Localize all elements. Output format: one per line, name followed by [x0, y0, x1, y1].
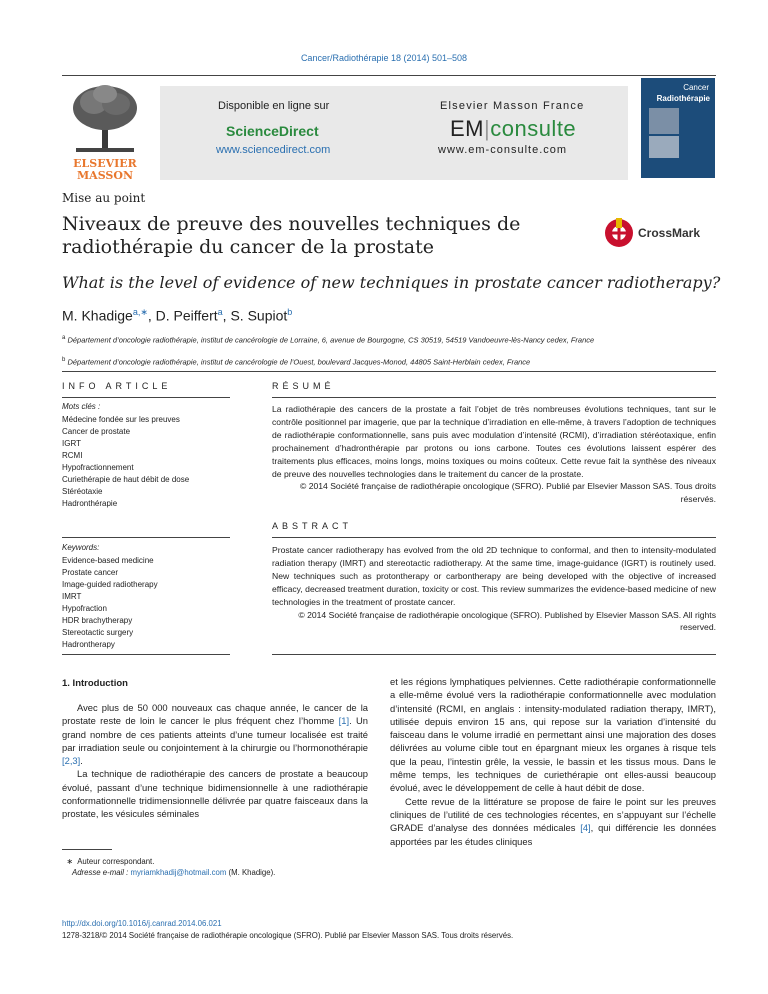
- keywords-fr-label: Mots clés :: [62, 402, 101, 411]
- keywords-fr-list: [62, 414, 189, 510]
- divider: [272, 397, 716, 398]
- keyword: Médecine fondée sur les preuves: [62, 415, 180, 424]
- body-column-left: [62, 701, 368, 821]
- em-brand-b: consulte: [490, 116, 577, 141]
- author-list: M. Khadige$^{a,∗}$, D. Peiffert$^a$, S. Supiot$^b$: [62, 307, 293, 324]
- keyword: Hypofractionnement: [62, 463, 134, 472]
- cover-image: [649, 136, 679, 158]
- citation-link[interactable]: [4]: [580, 822, 591, 834]
- keywords-en-list: [62, 555, 158, 651]
- keyword: Stereotactic surgery: [62, 628, 134, 637]
- keyword: Hadronthérapie: [62, 499, 118, 508]
- doi-link[interactable]: http://dx.doi.org/10.1016/j.canrad.2014.06.021: [62, 919, 222, 928]
- journal-reference[interactable]: Cancer/Radiothérapie 18 (2014) 501–508: [300, 53, 468, 63]
- author-sup[interactable]: b: [287, 307, 293, 317]
- divider: [62, 371, 716, 372]
- section-heading-introduction: 1. Introduction: [62, 678, 128, 689]
- keyword: Cancer de prostate: [62, 427, 131, 436]
- paragraph: Cette revue de la littérature se propose de faire le point sur les preuves cliniques de l’utilité de ces technologies récentes, en s’appuyant sur l’échelle GRADE d’analyse des données médicales [4], qui différencie les données apportées par les études cliniques: [390, 795, 717, 847]
- divider: [272, 537, 716, 538]
- keyword: Curiethérapie de haut débit de dose: [62, 475, 190, 484]
- resume-copyright: © 2014 Société française de radiothérapie oncologique (SFRO). Publié par Elsevier Masson SAS. Tous droits réservés.: [299, 481, 716, 505]
- em-brand-a: EM: [450, 116, 484, 141]
- sciencedirect-link[interactable]: www.sciencedirect.com: [216, 144, 331, 156]
- author-sup[interactable]: a: [217, 307, 223, 317]
- abstract-text: Prostate cancer radiotherapy has evolved from the old 2D technique to conformal, and then to intensity-modulated radiation therapy (IMRT) and stereotactic radiotherapy. At the same time, image-guidance (IGRT) is routinely used. New techniques such as protontherapy or carbontherapy are being developed with the objective of increased efficacy, decreased treatment duration, toxicity or cost. This review summarizes the evidence-based medicine of new technologies in the treatment of prostate cancer. © 2014 Société française de radiothérapie oncologique (SFRO). Published by Elsevier Masson SAS. All rights reserved.: [272, 545, 716, 633]
- keyword: Prostate cancer: [62, 568, 119, 577]
- abstract-copyright: © 2014 Société française de radiothérapie oncologique (SFRO). Published by Elsevier Masson SAS. All rights reserved.: [298, 609, 716, 633]
- available-online-label: Disponible en ligne sur: [218, 100, 330, 112]
- author-name[interactable]: S. Supiot: [230, 307, 288, 324]
- body-column-right: [390, 675, 716, 848]
- divider: [62, 397, 230, 398]
- cover-title-1: Cancer: [683, 83, 709, 92]
- section-label: Mise au point: [62, 191, 146, 205]
- abstract-heading: ABSTRACT: [272, 521, 353, 531]
- availability-banner: [160, 86, 628, 180]
- keyword: IMRT: [62, 592, 82, 601]
- keyword: HDR brachytherapy: [62, 616, 133, 625]
- issn-copyright: 1278-3218/© 2014 Société française de radiothérapie oncologique (SFRO). Publié par Elsevier Masson SAS. Tous droits réservés.: [62, 931, 514, 940]
- cover-title-2: Radiothérapie: [656, 94, 710, 103]
- paragraph: Avec plus de 50 000 nouveaux cas chaque année, le cancer de la prostate reste de loin le cancer le plus fréquent chez l’homme [1]. Un grand nombre de ces patients atteints d’une tumeur localisée est traité par irradiation seule ou conjointement à la chirurgie ou l’hormonothérapie [2,3].: [62, 702, 368, 767]
- em-consulte-logo[interactable]: EM|consulte: [450, 116, 577, 141]
- crossmark-badge[interactable]: [604, 214, 706, 254]
- corresponding-author-footnote: ∗ Auteur correspondant. Adresse e-mail : myriamkhadij@hotmail.com (M. Khadige).: [66, 857, 276, 877]
- article-title: Niveaux de preuve des nouvelles techniques de radiothérapie du cancer de la prostate: [62, 213, 521, 258]
- keyword: IGRT: [62, 439, 81, 448]
- author-name[interactable]: D. Peiffert: [155, 307, 218, 324]
- resume-text: La radiothérapie des cancers de la prostate a fait l’objet de très nombreuses évolutions techniques, tant sur le contrôle positionnel par imagerie, que par la technique d’irradiation en elle-même, à travers l’adoption de techniques de radiothérapie conformationnelle, sans puis avec modulation d’intensité (RCMI), d’irradiation stéréotaxique, enfin prochainement d’hadronthérapie par protons ou ions carbone. Toutes ces évolutions laissent espérer des traitements plus efficaces, moins longs, moins toxiques ou moins coûteux. Cette revue fait la synthèse des niveaux de preuve des nouvelles technologies dans le traitement du cancer de la prostate. © 2014 Société française de radiothérapie oncologique (SFRO). Publié par Elsevier Masson SAS. Tous droits réservés.: [272, 404, 716, 505]
- footnote-rule: [62, 849, 112, 850]
- divider: [272, 654, 716, 655]
- crossmark-icon: [604, 218, 634, 248]
- journal-cover[interactable]: [641, 78, 715, 178]
- header-rule: [62, 75, 716, 76]
- keyword: Evidence-based medicine: [62, 556, 154, 565]
- crossmark-label: CrossMark: [638, 226, 701, 240]
- keyword: Stéréotaxie: [62, 487, 103, 496]
- affiliation: $^a$ Département d’oncologie radiothérapie, institut de cancérologie de Lorraine, 6, avenue de Bourgogne, CS 30519, 54519 Vandoeuvre-lès-Nancy cedex, France: [62, 335, 595, 345]
- divider: [62, 654, 230, 655]
- citation-link[interactable]: [2,3]: [62, 755, 81, 767]
- citation-link[interactable]: [1]: [338, 715, 350, 727]
- elsevier-logo-text: ELSEVIER MASSON: [73, 157, 137, 182]
- paragraph: La technique de radiothérapie des cancers de prostate a beaucoup évolué, passant d’une technique bidimensionnelle à une radiothérapie conformationnelle tridimensionnelle délivrée par quatre faisceaux dans la prostate, les vésicules séminales: [62, 768, 368, 820]
- em-consulte-link[interactable]: www.em-consulte.com: [438, 144, 568, 156]
- keyword: Hypofraction: [62, 604, 107, 613]
- elsevier-logo: [66, 82, 144, 182]
- paragraph: et les régions lymphatiques pelviennes. Cette radiothérapie conformationnelle a elle-même évolué vers la radiothérapie conformationnelle avec modulation d’intensité (RCMI, en anglais : intensity-modulated radiation therapy, IMRT), utilisée depuis environ 15 ans, qui repose sur la variation d’intensité du faisceau dans le volume irradié en permettant ainsi une majoration des doses délivrées au volume cible tout en épargnant mieux les organes à risque tels que la peau, l’intestin grêle, la vessie, le bassin et les tissus mous. Dans le même temps, les techniques de curiethérapie ont elles-aussi beaucoup évolué, avec le développement de celle à haut débit de dose.: [390, 676, 716, 794]
- keyword: RCMI: [62, 451, 83, 460]
- english-title: What is the level of evidence of new techniques in prostate cancer radiotherapy?: [62, 273, 721, 292]
- divider: [62, 537, 230, 538]
- keyword: Image-guided radiotherapy: [62, 580, 158, 589]
- elsevier-tree-icon: [66, 82, 144, 154]
- email-link[interactable]: myriamkhadij@hotmail.com: [130, 868, 227, 877]
- author-sup[interactable]: a,∗: [132, 307, 148, 317]
- keyword: Hadrontherapy: [62, 640, 115, 649]
- cover-image: [649, 108, 679, 134]
- affiliation: $^b$ Département d’oncologie radiothérapie, institut de cancérologie de l’Ouest, boulevard Jacques-Monod, 44805 Saint-Herblain cedex, France: [62, 357, 531, 367]
- author-name[interactable]: M. Khadige: [62, 307, 133, 324]
- em-publisher-label: Elsevier Masson France: [440, 100, 585, 112]
- info-heading: INFO ARTICLE: [62, 381, 172, 391]
- resume-heading: RÉSUMÉ: [272, 381, 335, 391]
- sciencedirect-logo[interactable]: ScienceDirect: [226, 123, 319, 139]
- keywords-en-label: Keywords:: [62, 543, 100, 552]
